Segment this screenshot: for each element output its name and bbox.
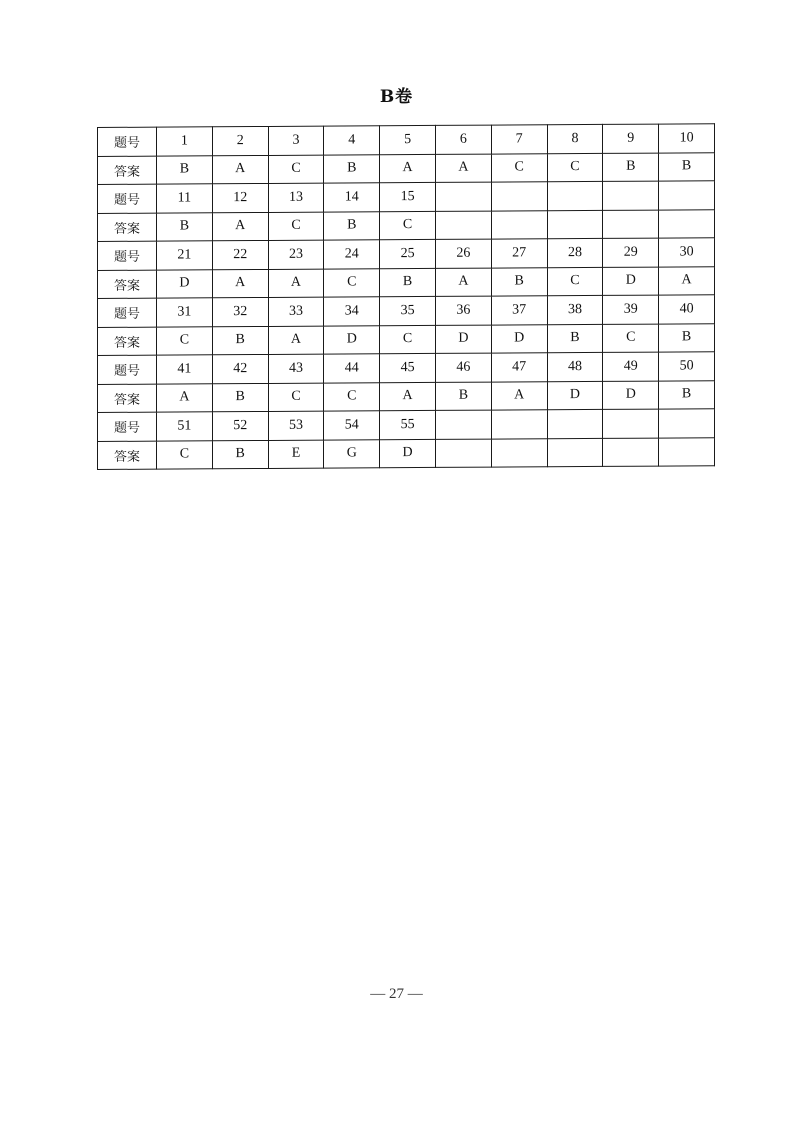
answer-cell: B (324, 211, 380, 240)
answer-cell: B (157, 212, 213, 241)
table-row (98, 209, 715, 241)
answer-cell: B (212, 383, 268, 412)
answer-cell: B (324, 154, 380, 183)
question-number-cell: 22 (212, 240, 268, 269)
answer-cell: C (491, 153, 547, 182)
row-label: 答案 (98, 441, 157, 470)
question-number-cell (603, 181, 659, 210)
page-title: B卷 (379, 87, 414, 107)
answer-cell: B (603, 153, 659, 182)
answer-cell: B (380, 268, 436, 297)
question-number-cell (659, 409, 715, 438)
answer-cell: C (547, 267, 603, 296)
question-number-cell (435, 410, 491, 439)
answer-cell: C (547, 153, 603, 182)
answer-cell: D (603, 267, 659, 296)
question-number-cell: 10 (659, 124, 715, 153)
question-number-cell: 29 (603, 238, 659, 267)
question-number-cell: 49 (603, 352, 659, 381)
answer-cell: A (435, 268, 491, 297)
answer-cell: A (659, 266, 715, 295)
row-label: 答案 (98, 327, 157, 356)
answer-cell: C (157, 326, 213, 355)
answer-cell: B (212, 326, 268, 355)
question-number-cell: 41 (157, 355, 213, 384)
question-number-cell: 14 (324, 183, 380, 212)
question-number-cell: 43 (268, 354, 324, 383)
answer-cell (603, 438, 659, 467)
answer-cell: C (380, 211, 436, 240)
answer-cell: C (268, 155, 324, 184)
answer-cell: D (603, 381, 659, 410)
table-row (98, 152, 715, 184)
row-label: 题号 (98, 184, 157, 213)
answer-cell: C (268, 212, 324, 241)
question-number-cell: 54 (324, 411, 380, 440)
question-number-cell: 44 (324, 354, 380, 383)
question-number-cell (547, 181, 603, 210)
row-label: 答案 (98, 270, 157, 299)
question-number-cell (435, 182, 491, 211)
question-number-cell: 42 (212, 354, 268, 383)
question-number-cell: 46 (435, 353, 491, 382)
answer-cell: B (659, 152, 715, 181)
question-number-cell: 51 (157, 412, 213, 441)
question-number-cell: 50 (659, 352, 715, 381)
question-number-cell: 45 (380, 353, 436, 382)
table-row (98, 409, 715, 441)
question-number-cell: 13 (268, 183, 324, 212)
answer-cell: C (268, 383, 324, 412)
row-label: 题号 (98, 355, 157, 384)
question-number-cell (547, 409, 603, 438)
question-number-cell: 35 (380, 296, 436, 325)
question-number-cell: 31 (157, 298, 213, 327)
answer-cell (491, 210, 547, 239)
answer-cell: D (547, 381, 603, 410)
row-label: 题号 (98, 298, 157, 327)
answer-cell: B (435, 382, 491, 411)
table-row (98, 437, 715, 469)
question-number-cell: 6 (435, 125, 491, 154)
question-number-cell: 40 (659, 295, 715, 324)
question-number-cell: 1 (157, 127, 213, 156)
question-number-cell: 2 (212, 126, 268, 155)
question-number-cell: 47 (491, 353, 547, 382)
question-number-cell: 52 (212, 411, 268, 440)
question-number-cell: 7 (491, 125, 547, 154)
question-number-cell (491, 182, 547, 211)
answer-cell (491, 438, 547, 467)
answer-cell: A (380, 382, 436, 411)
answer-cell: C (324, 382, 380, 411)
question-number-cell: 11 (157, 184, 213, 213)
answer-cell: E (268, 440, 324, 469)
answer-cell: D (491, 324, 547, 353)
answer-cell: D (324, 325, 380, 354)
row-label: 题号 (98, 412, 157, 441)
question-number-cell: 55 (380, 410, 436, 439)
question-number-cell: 4 (324, 126, 380, 155)
question-number-cell: 23 (268, 240, 324, 269)
answer-cell (435, 211, 491, 240)
table-row (98, 181, 715, 213)
answer-cell: A (268, 326, 324, 355)
row-label: 答案 (98, 213, 157, 242)
table-row (98, 124, 715, 156)
answer-cell: C (324, 268, 380, 297)
question-number-cell: 28 (547, 238, 603, 267)
answer-cell: B (157, 155, 213, 184)
question-number-cell: 37 (491, 296, 547, 325)
answer-cell (435, 439, 491, 468)
answer-cell: A (157, 383, 213, 412)
answer-cell: A (491, 381, 547, 410)
row-label: 答案 (98, 384, 157, 413)
answer-cell: B (659, 323, 715, 352)
question-number-cell (491, 410, 547, 439)
question-number-cell: 36 (435, 296, 491, 325)
answer-table-body (98, 124, 715, 470)
question-number-cell: 33 (268, 297, 324, 326)
question-number-cell: 39 (603, 295, 659, 324)
answer-table (97, 123, 715, 470)
answer-cell: C (603, 324, 659, 353)
table-row (98, 352, 715, 384)
table-row (98, 380, 715, 412)
answer-cell: B (659, 380, 715, 409)
table-row (98, 238, 715, 270)
question-number-cell: 26 (435, 239, 491, 268)
page-number: — 27 — (370, 986, 423, 1002)
table-row (98, 323, 715, 355)
question-number-cell: 34 (324, 297, 380, 326)
answer-cell: C (157, 440, 213, 469)
answer-cell: D (380, 439, 436, 468)
question-number-cell: 15 (380, 182, 436, 211)
answer-cell: B (547, 324, 603, 353)
answer-cell: D (157, 269, 213, 298)
answer-cell: D (435, 325, 491, 354)
row-label: 答案 (98, 156, 157, 185)
table-row (98, 266, 715, 298)
question-number-cell: 5 (380, 125, 436, 154)
question-number-cell: 21 (157, 241, 213, 270)
question-number-cell: 3 (268, 126, 324, 155)
answer-cell: B (491, 267, 547, 296)
question-number-cell: 12 (212, 183, 268, 212)
question-number-cell: 8 (547, 124, 603, 153)
table-row (98, 295, 715, 327)
question-number-cell (659, 181, 715, 210)
row-label: 题号 (98, 241, 157, 270)
question-number-cell: 38 (547, 295, 603, 324)
question-number-cell: 32 (212, 297, 268, 326)
answer-cell: A (212, 212, 268, 241)
answer-cell: A (380, 154, 436, 183)
answer-cell: C (380, 325, 436, 354)
answer-cell (603, 210, 659, 239)
question-number-cell: 48 (547, 352, 603, 381)
answer-cell: A (435, 154, 491, 183)
question-number-cell: 27 (491, 239, 547, 268)
question-number-cell: 24 (324, 240, 380, 269)
question-number-cell: 9 (603, 124, 659, 153)
question-number-cell (603, 409, 659, 438)
answer-cell (547, 210, 603, 239)
answer-cell: G (324, 439, 380, 468)
answer-cell: A (212, 269, 268, 298)
answer-cell (547, 438, 603, 467)
question-number-cell: 30 (659, 238, 715, 267)
answer-cell: B (212, 440, 268, 469)
answer-cell: A (212, 155, 268, 184)
answer-cell: A (268, 269, 324, 298)
row-label: 题号 (98, 127, 157, 156)
answer-cell (659, 209, 715, 238)
answer-cell (659, 437, 715, 466)
question-number-cell: 25 (380, 239, 436, 268)
question-number-cell: 53 (268, 411, 324, 440)
